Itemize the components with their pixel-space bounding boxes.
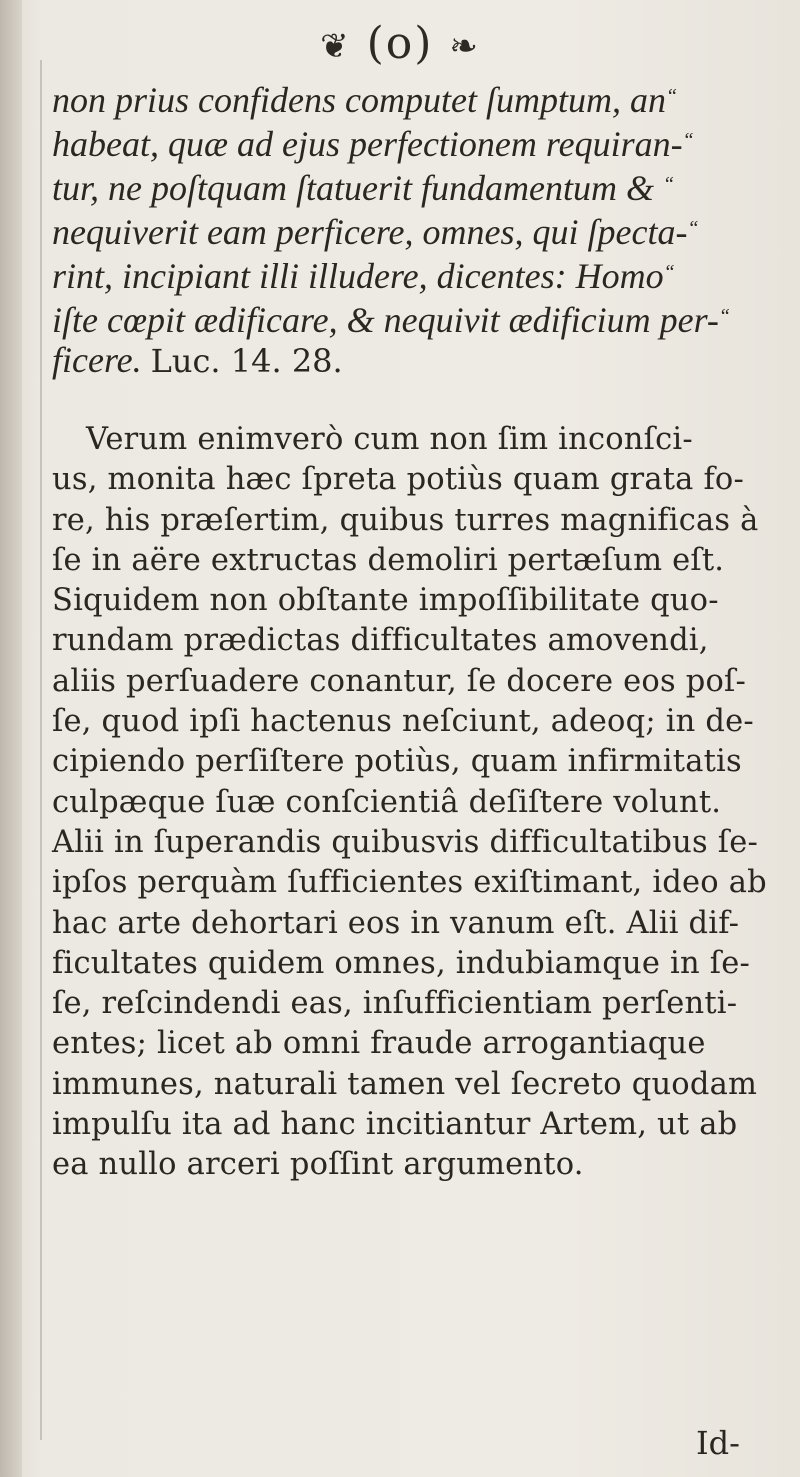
body-line: impulſu ita ad hanc incitiantur Artem, ut ab <box>52 1107 738 1143</box>
body-line: ſe, quod ipſi hactenus neſciunt, adeoq; in de- <box>52 704 754 740</box>
margin-rule <box>40 60 42 1440</box>
quotation-line: habeat, quæ ad ejus perfectionem requiran-“ <box>52 124 694 164</box>
binding-gutter <box>0 0 22 1477</box>
body-line: us, monita hæc ſpreta potiùs quam grata fo- <box>52 462 745 498</box>
left-ornament-icon: ❦ <box>320 26 351 67</box>
body-line: Siquidem non obſtante impoſſibilitate quo- <box>52 583 719 619</box>
body-paragraph <box>52 420 792 1186</box>
body-line: immunes, naturali tamen vel ſecreto quodam <box>52 1066 758 1102</box>
quotation-line: nequiverit eam perficere, omnes, qui ſpecta-“ <box>52 212 699 252</box>
body-line: Verum enimverò cum non ſim inconſci- <box>86 422 693 457</box>
quotation-line: iſte cœpit ædificare, & nequivit ædificium per-“ <box>52 300 730 340</box>
catchword: Id- <box>696 1424 740 1462</box>
body-line: ficultates quidem omnes, indubiamque in ſe- <box>52 945 750 981</box>
body-line: rundam prædictas difficultates amovendi, <box>52 623 709 659</box>
citation: Luc. 14. 28. <box>150 342 343 380</box>
body-line: aliis perſuadere conantur, ſe docere eos poſ- <box>52 663 747 699</box>
body-line: cipiendo perſiſtere potiùs, quam infirmitatis <box>52 744 742 780</box>
quotation-block <box>52 74 792 382</box>
quotation-line: rint, incipiant illi illudere, dicentes: Homo“ <box>52 256 675 296</box>
body-line: entes; licet ab omni fraude arrogantiaque <box>52 1026 706 1062</box>
body-line: ipſos perquàm ſufficientes exiſtimant, ideo ab <box>52 865 767 901</box>
quotation-line: tur, ne poſtquam ſtatuerit fundamentum & “ <box>52 168 675 208</box>
body-line: ſe in aëre extructas demoliri pertæſum eſt. <box>52 542 725 578</box>
page-header <box>0 18 800 69</box>
body-line: ſe, reſcindendi eas, inſufficientiam perſenti- <box>52 986 738 1022</box>
body-line: Alii in ſuperandis quibusvis difficultatibus ſe- <box>52 824 758 860</box>
body-line: hac arte dehortari eos in vanum eſt. Alii dif- <box>52 905 740 941</box>
body-line: culpæque ſuæ conſcientiâ deſiſtere volunt. <box>52 784 722 820</box>
header-mark: (o) <box>366 18 434 69</box>
quotation-line: non prius confidens computet ſumptum, an“ <box>52 80 678 120</box>
body-line: re, his præſertim, quibus turres magnificas à <box>52 502 759 538</box>
quotation-line: ficere. Luc. 14. 28. <box>52 340 343 380</box>
body-line: ea nullo arceri poſſint argumento. <box>52 1147 584 1183</box>
right-ornament-icon: ❧ <box>449 26 480 67</box>
